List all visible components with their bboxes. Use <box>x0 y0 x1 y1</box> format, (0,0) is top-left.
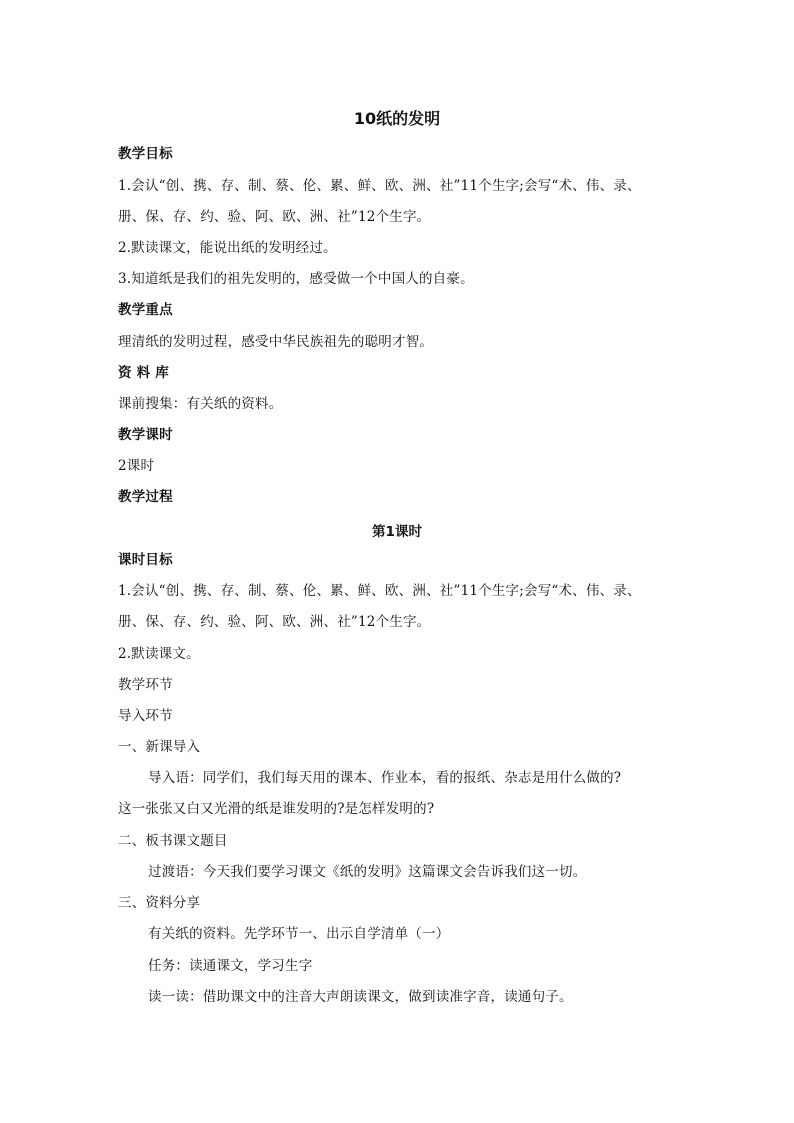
read-text: 读一读：借助课文中的注音大声朗读课文，做到读准字音，读通句子。 <box>148 989 573 1005</box>
lesson-goal-1-line-2: 册、保、存、约、验、阿、欧、洲、社”12个生字。 <box>118 614 431 630</box>
hours-heading: 教学课时 <box>118 427 173 443</box>
lesson-1-heading: 第1课时 <box>372 524 422 540</box>
step-heading: 教学环节 <box>118 677 173 693</box>
lesson-goal-1-line-1: 1.会认“创、携、存、制、蔡、伦、累、鲜、欧、洲、社”11个生字;会写“术、伟、录、 <box>118 583 641 599</box>
goal-3: 3.知道纸是我们的祖先发明的，感受做一个中国人的自豪。 <box>118 271 474 287</box>
goal-2: 2.默读课文，能说出纸的发明经过。 <box>118 240 337 256</box>
focus-text: 理清纸的发明过程，感受中华民族祖先的聪明才智。 <box>118 334 434 350</box>
lesson-goal-2: 2.默读课文。 <box>118 646 200 662</box>
page-title: 10纸的发明 <box>353 109 441 128</box>
focus-heading: 教学重点 <box>118 302 173 318</box>
part-2-heading: 二、板书课文题目 <box>118 833 228 849</box>
library-heading: 资 料 库 <box>118 365 169 381</box>
goal-1-line-2: 册、保、存、约、验、阿、欧、洲、社”12个生字。 <box>118 209 431 225</box>
process-heading: 教学过程 <box>118 489 173 505</box>
transition-text: 过渡语：今天我们要学习课文《纸的发明》这篇课文会告诉我们这一切。 <box>148 864 587 880</box>
part-3-heading: 三、资料分享 <box>118 895 201 911</box>
intro-speech-continued: 这一张张又白又光滑的纸是谁发明的?是怎样发明的? <box>118 801 435 817</box>
intro-speech: 导入语：同学们，我们每天用的课本、作业本，看的报纸、杂志是用什么做的? <box>148 770 622 786</box>
goals-heading: 教学目标 <box>118 146 173 162</box>
goal-1-line-1: 1.会认“创、携、存、制、蔡、伦、累、鲜、欧、洲、社”11个生字;会写“术、伟、录、 <box>118 178 641 194</box>
task-text: 任务：读通课文，学习生字 <box>148 958 313 974</box>
part-1-heading: 一、新课导入 <box>118 739 201 755</box>
library-text: 课前搜集：有关纸的资料。 <box>118 396 283 412</box>
intro-heading: 导入环节 <box>118 708 173 724</box>
hours-text: 2课时 <box>118 458 155 474</box>
share-text: 有关纸的资料。先学环节一、出示自学清单（一） <box>148 926 450 942</box>
lesson-goals-heading: 课时目标 <box>118 552 173 568</box>
